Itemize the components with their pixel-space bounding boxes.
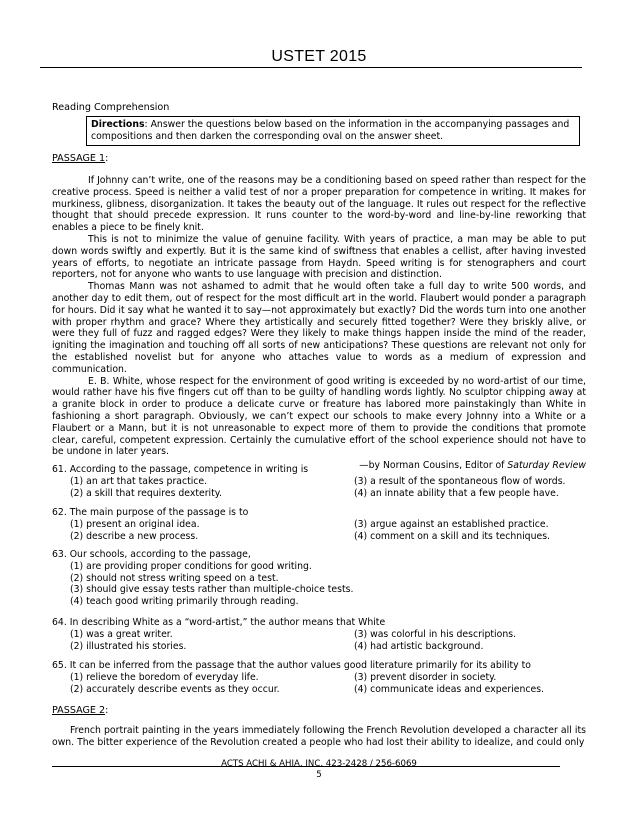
question-64	[52, 617, 592, 652]
passage-1-label-colon: :	[105, 153, 109, 164]
section-heading: Reading Comprehension	[52, 102, 170, 113]
attribution-text: —by Norman Cousins, Editor of	[359, 460, 508, 472]
passage-2-label-text: PASSAGE 2	[52, 705, 106, 716]
directions-label: Directions	[91, 119, 145, 130]
option: (1) was a great writer.	[70, 628, 173, 640]
option: (2) a skill that requires dexterity.	[70, 487, 222, 499]
passage-1	[52, 175, 586, 472]
question-65	[52, 660, 592, 695]
passage-2-paragraph: French portrait painting in the years immediately following the French Revolution developed a character all its own. The bitter experience of the Revolution created a people who had lost their ability to idealize, and could only	[52, 725, 586, 748]
option: (4) teach good writing primarily through reading.	[70, 596, 299, 608]
option: (2) accurately describe events as they occur.	[70, 683, 280, 695]
option: (1) an art that takes practice.	[70, 475, 208, 487]
attribution-source: Saturday Review	[507, 460, 586, 472]
directions-box	[86, 116, 580, 146]
question-stem: 62. The main purpose of the passage is to	[52, 507, 249, 518]
option: (1) present an original idea.	[70, 518, 200, 530]
title-rule	[40, 67, 582, 68]
passage-1-label-text: PASSAGE 1	[52, 153, 106, 164]
option: (4) an innate ability that a few people have.	[354, 487, 559, 499]
passage-1-paragraph: Thomas Mann was not ashamed to admit that he would often take a full day to write 500 words, and another day to edit them, out of respect for the most difficult art in the world. Flaubert would ponder a paragraph for hours. Did it say what he wanted it to say—not approximately but exactly? Did the words turn into one another with proper rhythm and grace? Where they artistically and securely fitted together? Were they briskly alive, or were they full of fuzz and ragged edges? Were they likely to make things happen inside the mind of the reader, igniting the imagination and touching off all sorts of new anticipations? These questions are relevant not only for the established novelist but for anyone who attaches value to words as a medium of expression and communication.	[52, 281, 586, 375]
question-61	[52, 464, 592, 499]
footer-contact: ACTS ACHI & AHIA, INC. 423-2428 / 256-6069	[221, 759, 417, 769]
passage-1-paragraph: If Johnny can’t write, one of the reasons may be a conditioning based on speed rather than respect for the creative process. Speed is neither a valid test of nor a proper preparation for competence in writing. It makes for murkiness, glibness, disorganization. It takes the beauty out of the language. It rules out respect for the reflective thought that should precede expression. It runs counter to the word-by-word and line-by-line reworking that enables a piece to be finely knit.	[52, 175, 586, 234]
option: (3) prevent disorder in society.	[354, 671, 497, 683]
option: (3) a result of the spontaneous flow of words.	[354, 475, 566, 487]
passage-2	[52, 725, 586, 749]
option: (4) comment on a skill and its techniques.	[354, 530, 550, 542]
option: (2) illustrated his stories.	[70, 640, 187, 652]
option: (2) describe a new process.	[70, 530, 199, 542]
question-stem: 65. It can be inferred from the passage that the author values good literature primarily for its ability to	[52, 660, 531, 671]
option: (1) are providing proper conditions for good writing.	[70, 560, 312, 572]
question-stem: 64. In describing White as a “word-artist,” the author means that White	[52, 617, 386, 628]
passage-1-paragraph: This is not to minimize the value of genuine facility. With years of practice, a man may be able to put down words swiftly and expertly. But it is the same kind of swiftness that enables a cellist, after having invested years of efforts, to negotiate an intricate passage from Haydn. Speed writing is for stenographers and court reporters, not for anyone who wants to use language with precision and distinction.	[52, 233, 586, 281]
passage-2-label	[52, 705, 108, 716]
option: (4) communicate ideas and experiences.	[354, 683, 545, 695]
question-stem: 63. Our schools, according to the passage,	[52, 549, 251, 560]
option: (2) should not stress writing speed on a test.	[70, 572, 279, 584]
passage-1-paragraph: E. B. White, whose respect for the environment of good writing is exceeded by no word-artist of our time, would rather have his five fingers cut off than to be guilty of handling words lightly. No sculptor chipping away at a granite block in order to produce a delicate curve or freature has labored more painstakingly than White in fashioning a short paragraph. Obviously, we can’t expect our schools to make every Johnny into a White or a Flaubert or a Mann, but it is not unreasonable to expect more of them to provide the conditions that promote clear, careful, competent expression. Certainly the cumulative effort of the school experience should not have to be undone in later years.	[52, 375, 586, 458]
option: (1) relieve the boredom of everyday life.	[70, 671, 259, 683]
footer-rule	[52, 766, 560, 767]
option: (3) was colorful in his descriptions.	[354, 628, 517, 640]
page-number: 5	[316, 770, 322, 780]
option: (4) had artistic background.	[354, 640, 484, 652]
question-63	[52, 549, 592, 608]
question-stem: 61. According to the passage, competence in writing is	[52, 464, 309, 475]
option: (3) should give essay tests rather than multiple-choice tests.	[70, 584, 354, 596]
passage-2-label-colon: :	[105, 705, 109, 716]
page-title: USTET 2015	[271, 48, 367, 65]
directions-text: : Answer the questions below based on the information in the accompanying passages and compositions and then darken the corresponding oval on the answer sheet.	[91, 119, 570, 142]
question-62	[52, 507, 592, 542]
option: (3) argue against an established practice.	[354, 518, 549, 530]
passage-1-label	[52, 153, 108, 164]
